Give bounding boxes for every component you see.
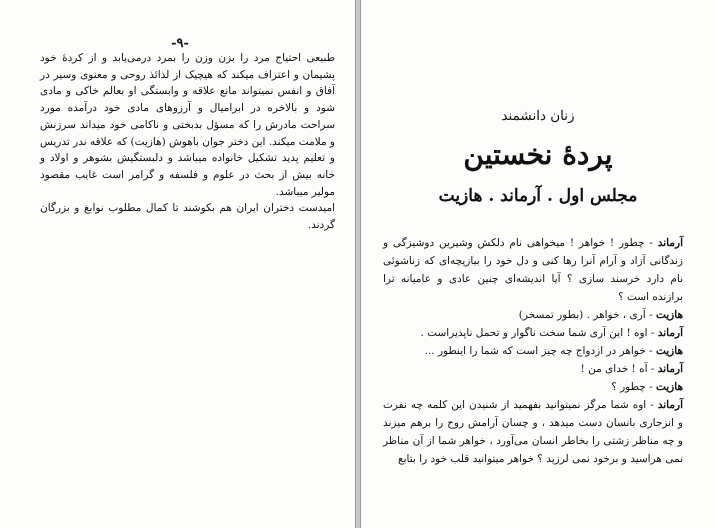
left-page	[0, 0, 355, 528]
dialogue-text: - چطور ! خواهر ! میخواهی نام دلکش وشیرین دوشیزگی و زندگانی آزاد و آرام آنرا رها کنی و دل خود را ببازیچه‌ای که زناشوئی نام دارد خرسند سازی ؟ آیا اندیشه‌ای چنین عادی و عامیانه ترا برازنده است ؟	[383, 237, 683, 303]
speaker-name: هازیت	[655, 309, 683, 321]
speaker-name: آرماند	[657, 399, 683, 411]
speaker-name: آرماند	[657, 327, 683, 339]
speaker-name: هازیت	[655, 381, 683, 393]
speaker-name: آرماند	[657, 237, 683, 249]
speaker-name: هازیت	[655, 345, 683, 357]
dialogue-text: - آه ! خدای من !	[580, 363, 655, 375]
dialogue-line	[383, 342, 683, 360]
paragraph: امیدست دختران ایران هم بکوشند تا کمال مطلوب نوابغ و بزرگان گردند.	[40, 202, 335, 232]
dialogue-text: - خواهر در ازدواج چه چیز است که شما را اینطور ...	[424, 345, 653, 357]
paragraph: طبیعی احتیاج مرد را بزن وزن را بمرد درمی‌یابد و از کردهٔ خود پشیمان و اعتراف میکند که هیچیک از لذائذ روحی و معنوی وسیر در آفاق و انفس نمیتواند مانع علاقه و وابستگی او بعالم خاکی و مادی شود و بالاخره در ابرامیال و آرزوهای مادی خود درآمده مورد سراحت مادرش را که مسؤل بدبختی و ناکامی خود میداند سرزنش و ملامت میکند. این دختر جوان باهوش (هازیت) که علاقه ندر تدریس و تعلیم پدید تشکیل خانواده میباشد و دلبستگیش بشوهر و اولاد و خانه بیش از بحث در علوم و فلسفه و گرامر است غایب مقصود مولیر میباشد.	[40, 52, 335, 198]
dialogue-line	[383, 234, 683, 306]
speaker-name: آرماند	[657, 363, 683, 375]
dialogue	[383, 234, 683, 468]
dialogue-line	[383, 396, 683, 468]
dialogue-text: - آری ، خواهر . (بطور تمسخر)	[518, 309, 653, 321]
dialogue-text: - اوه شما مرگز نمیتوانید بفهمید از شنیدن این کلمه چه نفرت و انزجاری بانسان دست میدهد ، و چسان آرامش روح را برهم میزند و چه مناظر زشتی را بخاطر انسان می‌آورد ، خواهر شما از آن مناظر نمی هراسید و برخود نمی لرزید ؟ خواهر میتوانید قلب خود را بتابع	[383, 399, 683, 465]
dialogue-text: - اوه ! این آری شما سخت ناگوار و تحمل ناپذیراست .	[420, 327, 655, 339]
dialogue-line	[383, 378, 683, 396]
chapter-subtitle: زنان دانشمند	[501, 108, 575, 124]
dialogue-line	[383, 324, 683, 342]
chapter-title: پردهٔ نخستین	[463, 138, 613, 171]
page-number: -۹-	[171, 36, 189, 51]
right-page	[361, 0, 715, 528]
dialogue-line	[383, 306, 683, 324]
left-page-body	[40, 50, 335, 234]
dialogue-line	[383, 360, 683, 378]
dialogue-text: - چطور ؟	[611, 381, 653, 393]
scene-title: مجلس اول . آرماند . هازیت	[438, 186, 638, 206]
